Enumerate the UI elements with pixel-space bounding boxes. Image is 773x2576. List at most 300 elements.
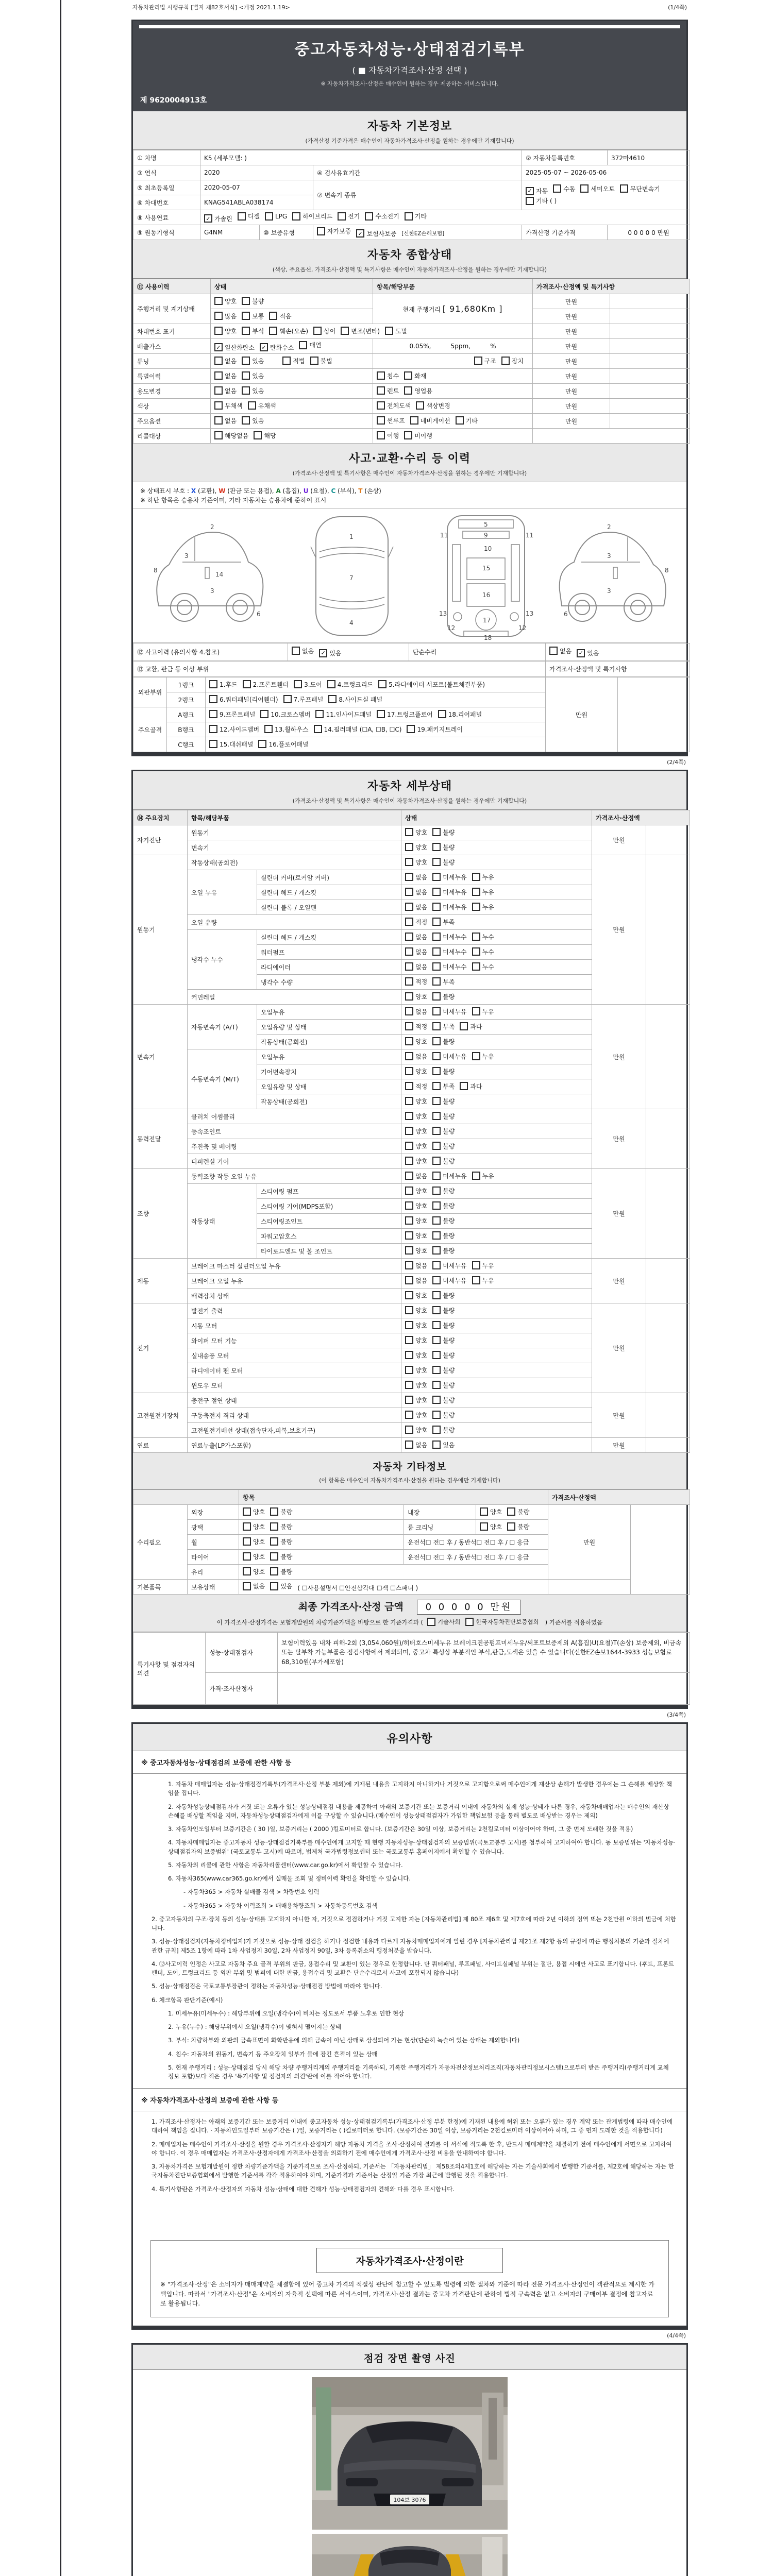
checkbox-unchecked[interactable] (214, 416, 237, 425)
section-title: 자동차 세부상태 (367, 780, 452, 793)
notice-sec2-body (133, 2111, 686, 2235)
checkbox-unchecked[interactable] (338, 212, 360, 221)
checkbox-unchecked[interactable] (209, 695, 278, 704)
checkbox-unchecked[interactable] (432, 828, 455, 837)
checkbox-unchecked[interactable] (405, 962, 427, 971)
checkbox-unchecked[interactable] (377, 431, 399, 440)
accident-history-checks (288, 643, 409, 661)
checkbox-unchecked[interactable] (405, 1246, 427, 1255)
checkbox-checked[interactable] (356, 229, 396, 238)
checkbox-unchecked[interactable] (405, 1396, 427, 1404)
checkbox-unchecked[interactable] (405, 828, 427, 837)
checkbox-unchecked[interactable] (405, 933, 427, 941)
checkbox-unchecked[interactable] (315, 710, 372, 719)
checkbox-unchecked[interactable] (405, 1052, 427, 1061)
checkbox-unchecked[interactable] (405, 1336, 427, 1345)
checkbox-box-icon (260, 710, 268, 718)
checkbox-unchecked[interactable] (365, 212, 399, 221)
checkbox-unchecked[interactable] (507, 1507, 529, 1516)
checkbox-unchecked[interactable] (432, 1007, 466, 1016)
checkbox-label: 누유 (482, 888, 494, 896)
checkbox-label: 18.리어패널 (448, 710, 482, 718)
checkbox-box-icon (209, 725, 217, 733)
checkbox-box-icon (405, 1067, 413, 1075)
checkbox-unchecked[interactable] (407, 725, 463, 734)
checkbox-unchecked[interactable] (472, 947, 494, 956)
checkbox-unchecked[interactable] (405, 1381, 427, 1389)
checkbox-unchecked[interactable] (432, 1172, 466, 1180)
checkbox-unchecked[interactable] (474, 357, 496, 365)
remark-cell (646, 855, 690, 1005)
panel-number: 9 (484, 532, 488, 539)
checkbox-box-icon (472, 873, 480, 881)
checkbox-label: 미세누유 (443, 888, 467, 896)
checkbox-unchecked[interactable] (472, 962, 494, 971)
item-label: 스티어링조인트 (257, 1214, 401, 1229)
checkbox-unchecked[interactable] (472, 1276, 494, 1285)
checkbox-unchecked[interactable] (265, 212, 287, 221)
checkbox-label: 가솔린 (214, 215, 232, 223)
checkbox-unchecked[interactable] (405, 1157, 427, 1165)
checkbox-unchecked[interactable] (214, 357, 237, 365)
checkbox-checked[interactable] (577, 649, 599, 657)
checkbox-unchecked[interactable] (432, 1142, 455, 1150)
checkbox-unchecked[interactable] (405, 1127, 427, 1136)
checkbox-unchecked[interactable] (472, 873, 494, 882)
checkbox-unchecked[interactable] (209, 725, 259, 734)
checkbox-unchecked[interactable] (269, 312, 291, 320)
checkbox-unchecked[interactable] (405, 1291, 427, 1300)
checkbox-unchecked[interactable] (405, 1067, 427, 1076)
checkbox-box-icon (472, 1261, 480, 1269)
checkbox-unchecked[interactable] (416, 401, 450, 410)
checkbox-unchecked[interactable] (553, 184, 575, 193)
checkbox-unchecked[interactable] (507, 1522, 529, 1531)
checkbox-unchecked[interactable] (294, 680, 322, 689)
checkbox-unchecked[interactable] (243, 1582, 265, 1590)
checkbox-label: 자가보증 (327, 228, 351, 235)
checkbox-unchecked[interactable] (405, 1321, 427, 1330)
item-label: 실린더 헤드 / 개스킷 (257, 930, 401, 945)
col-state: 상태 (211, 279, 373, 294)
checkbox-unchecked[interactable] (405, 1142, 427, 1150)
checkbox-unchecked[interactable] (432, 873, 466, 882)
state-mark-legend (133, 482, 686, 509)
checkbox-box-icon (214, 386, 223, 395)
checkbox-box-icon (214, 297, 223, 305)
checkbox-unchecked[interactable] (432, 1037, 455, 1046)
checkbox-unchecked[interactable] (432, 1157, 455, 1165)
checkbox-unchecked[interactable] (209, 740, 253, 749)
final-price-note (133, 1617, 686, 1628)
checkbox-box-icon (405, 1381, 413, 1389)
checkbox-unchecked[interactable] (242, 312, 264, 320)
checkbox-unchecked[interactable] (432, 1321, 455, 1330)
checkbox-unchecked[interactable] (209, 710, 255, 719)
checkbox-unchecked[interactable] (377, 401, 411, 410)
checkbox-unchecked[interactable] (432, 903, 466, 911)
checkbox-unchecked[interactable] (292, 212, 332, 221)
checkbox-unchecked[interactable] (248, 401, 276, 410)
group-label: 조향 (133, 1169, 188, 1259)
checkbox-unchecked[interactable] (214, 431, 248, 440)
checkbox-unchecked[interactable] (242, 357, 264, 365)
checkbox-unchecked[interactable] (432, 1306, 455, 1315)
checkbox-unchecked[interactable] (405, 918, 427, 926)
checkbox-unchecked[interactable] (432, 888, 466, 896)
rankB-label: B랭크 (167, 722, 206, 737)
car-name-label: ① 차명 (133, 150, 200, 165)
checkbox-unchecked[interactable] (243, 1567, 265, 1576)
odometer-label: 주행거리 및 계기상태 (133, 294, 211, 324)
checkbox-unchecked[interactable] (432, 933, 466, 941)
checkbox-unchecked[interactable] (580, 184, 614, 193)
checkbox-unchecked[interactable] (313, 327, 335, 335)
checkbox-unchecked[interactable] (432, 918, 455, 926)
checkbox-unchecked[interactable] (460, 1082, 482, 1091)
checkbox-label: 탄화수소 (270, 344, 294, 351)
checkbox-unchecked[interactable] (432, 1440, 455, 1449)
checkbox-unchecked[interactable] (405, 1097, 427, 1106)
item-label: 브레이크 오일 누유 (188, 1274, 401, 1289)
checkbox-box-icon (405, 933, 413, 941)
checkbox-checked[interactable] (214, 343, 255, 352)
checkbox-unchecked[interactable] (432, 1291, 455, 1300)
checkbox-box-icon (405, 1396, 413, 1404)
tire-positions: 운전석☐ 전☐ 후 / 동반석☐ 전☐ 후 / ☐ 응급 (404, 1550, 548, 1565)
checkbox-unchecked[interactable] (242, 297, 264, 306)
checkbox-unchecked[interactable] (317, 227, 351, 235)
checkbox-unchecked[interactable] (432, 1261, 466, 1270)
checkbox-box-icon (507, 1522, 515, 1531)
checkbox-unchecked[interactable] (472, 1172, 494, 1180)
checkbox-unchecked[interactable] (405, 1411, 427, 1419)
checkbox-unchecked[interactable] (526, 196, 557, 205)
group-label: 동력전달 (133, 1109, 188, 1169)
checkbox-unchecked[interactable] (410, 416, 450, 425)
checkbox-label: 누유 (482, 903, 494, 911)
checkbox-unchecked[interactable] (214, 371, 237, 380)
checkbox-label: 불량 (443, 1202, 455, 1210)
checkbox-unchecked[interactable] (405, 1201, 427, 1210)
checkbox-unchecked[interactable] (405, 1172, 427, 1180)
checkbox-unchecked[interactable] (270, 1552, 292, 1561)
checkbox-unchecked[interactable] (432, 1231, 455, 1240)
checkbox-unchecked[interactable] (432, 1082, 455, 1091)
item-label: 커먼레일 (188, 990, 401, 1005)
checkbox-label: 양호 (415, 1202, 428, 1210)
checkbox-unchecked[interactable] (264, 725, 308, 734)
checkbox-unchecked[interactable] (549, 647, 572, 655)
simple-repair-label: 단순수리 (409, 643, 546, 661)
checkbox-unchecked[interactable] (209, 680, 238, 689)
repair-group: 수리필요 (133, 1505, 188, 1580)
checkbox-unchecked[interactable] (472, 1261, 494, 1270)
checkbox-unchecked[interactable] (405, 1007, 427, 1016)
checkbox-unchecked[interactable] (310, 357, 332, 365)
checkbox-unchecked[interactable] (432, 858, 455, 867)
checkbox-unchecked[interactable] (243, 1522, 265, 1531)
checkbox-box-icon (377, 416, 385, 425)
col-item: 항목/해당부품 (188, 810, 401, 825)
checkbox-unchecked[interactable] (405, 1231, 427, 1240)
checkbox-unchecked[interactable] (405, 992, 427, 1001)
col-use-history: ⑪ 사용이력 (133, 279, 211, 294)
checkbox-unchecked[interactable] (432, 1336, 455, 1345)
checkbox-unchecked[interactable] (214, 297, 237, 306)
checkbox-unchecked[interactable] (472, 903, 494, 911)
checkbox-label: 네비게이션 (420, 417, 450, 425)
checkbox-unchecked[interactable] (405, 1306, 427, 1315)
checkbox-unchecked[interactable] (242, 386, 264, 395)
checkbox-unchecked[interactable] (405, 1351, 427, 1360)
checkbox-unchecked[interactable] (328, 695, 382, 704)
checkbox-unchecked[interactable] (405, 873, 427, 882)
checkbox-unchecked[interactable] (258, 740, 308, 749)
state-checks (401, 1274, 592, 1289)
group-label: 제동 (133, 1259, 188, 1303)
checkbox-unchecked[interactable] (456, 416, 478, 425)
checkbox-unchecked[interactable] (432, 1381, 455, 1389)
checkbox-unchecked[interactable] (404, 431, 432, 440)
checkbox-unchecked[interactable] (432, 1097, 455, 1106)
checkbox-unchecked[interactable] (377, 386, 399, 395)
checkbox-label: 양호 (490, 1523, 502, 1531)
checkbox-unchecked[interactable] (214, 386, 237, 395)
appraisal-definition-box (150, 2240, 669, 2317)
checkbox-label: 자동 (536, 188, 548, 195)
checkbox-unchecked[interactable] (327, 680, 373, 689)
checkbox-unchecked[interactable] (405, 977, 427, 986)
checkbox-unchecked[interactable] (432, 1201, 455, 1210)
checkbox-unchecked[interactable] (270, 1582, 292, 1590)
checkbox-unchecked[interactable] (404, 371, 426, 380)
detail-state-table (133, 810, 690, 1453)
notice-item: 5. 현재 주행거리 : 성능·상태점검 당시 해당 차량 주행거리계의 주행거리를 기록하되, 기록한 주행거리가 자동차전산정보처리조직(자동차관리정보시스템)으로부터 받은 주행거리(주행거리계 교체 정보 포함)보다 적은 경우 '특기사항 및 점검자의 의견'란에 이를 적어야 합니다. (168, 2063, 669, 2080)
checkbox-box-icon (404, 431, 412, 439)
checkbox-unchecked[interactable] (432, 1411, 455, 1419)
checkbox-unchecked[interactable] (427, 1618, 460, 1626)
remark-cell (646, 1005, 690, 1109)
checkbox-label: 양호 (415, 1127, 428, 1135)
checkbox-unchecked[interactable] (432, 1052, 466, 1061)
checkbox-unchecked[interactable] (460, 1022, 482, 1031)
checkbox-box-icon (432, 1112, 441, 1120)
checkbox-unchecked[interactable] (242, 371, 264, 380)
state-checks (401, 1438, 592, 1453)
polish-checks (239, 1520, 404, 1535)
item-label: 작동상태(공회전) (257, 1035, 401, 1049)
checkbox-unchecked[interactable] (472, 933, 494, 941)
subgroup-label: 수동변속기 (M/T) (188, 1049, 257, 1109)
state-checks (401, 1393, 592, 1408)
checkbox-box-icon (432, 1306, 441, 1314)
checkbox-unchecked[interactable] (405, 903, 427, 911)
inspection-photos (133, 2370, 686, 2576)
checkbox-unchecked[interactable] (254, 431, 276, 440)
checkbox-box-icon (405, 1336, 413, 1344)
checkbox-unchecked[interactable] (432, 947, 466, 956)
checkbox-unchecked[interactable] (405, 212, 427, 221)
checkbox-unchecked[interactable] (405, 1261, 427, 1270)
checkbox-unchecked[interactable] (283, 695, 324, 704)
checkbox-box-icon (270, 1507, 278, 1516)
checkbox-box-icon (432, 1366, 441, 1374)
checkbox-unchecked[interactable] (269, 327, 308, 335)
checkbox-unchecked[interactable] (432, 1067, 455, 1076)
checkbox-unchecked[interactable] (377, 416, 405, 425)
state-checks (401, 1184, 592, 1199)
blank-header (133, 1490, 239, 1505)
checkbox-unchecked[interactable] (292, 647, 314, 655)
checkbox-unchecked[interactable] (214, 312, 237, 320)
checkbox-label: 수동 (563, 185, 576, 193)
checkbox-unchecked[interactable] (405, 1440, 427, 1449)
checkbox-unchecked[interactable] (405, 1216, 427, 1225)
checkbox-label: 있음 (252, 387, 264, 395)
checkbox-unchecked[interactable] (432, 1396, 455, 1404)
checkbox-unchecked[interactable] (214, 327, 237, 335)
checkbox-unchecked[interactable] (385, 327, 407, 335)
checkbox-unchecked[interactable] (465, 1618, 539, 1626)
state-checks (401, 870, 592, 885)
checkbox-unchecked[interactable] (405, 1276, 427, 1285)
plate-front: 104보 3076 (393, 2496, 426, 2503)
checkbox-box-icon (405, 888, 413, 896)
checkbox-unchecked[interactable] (404, 386, 432, 395)
checkbox-label: 양호 (415, 828, 428, 836)
checkbox-box-icon (242, 386, 250, 395)
group-label: 연료 (133, 1438, 188, 1453)
checkbox-box-icon (438, 710, 446, 718)
checkbox-unchecked[interactable] (270, 1507, 292, 1516)
checkbox-unchecked[interactable] (438, 710, 482, 719)
checkbox-unchecked[interactable] (432, 1187, 455, 1195)
checkbox-unchecked[interactable] (341, 327, 380, 335)
checkbox-box-icon (265, 212, 273, 221)
checkbox-unchecked[interactable] (299, 341, 321, 349)
checkbox-unchecked[interactable] (472, 1007, 494, 1016)
remark-cell (610, 339, 690, 354)
checkbox-unchecked[interactable] (405, 1082, 427, 1091)
checkbox-unchecked[interactable] (238, 212, 260, 221)
checkbox-unchecked[interactable] (432, 1426, 455, 1434)
checkbox-unchecked[interactable] (405, 888, 427, 896)
checkbox-unchecked[interactable] (432, 1246, 455, 1255)
checkbox-unchecked[interactable] (405, 1187, 427, 1195)
checkbox-unchecked[interactable] (377, 371, 399, 380)
checkbox-unchecked[interactable] (432, 1276, 466, 1285)
checkbox-unchecked[interactable] (432, 1351, 455, 1360)
checkbox-label: 누유 (482, 1053, 494, 1060)
checkbox-unchecked[interactable] (472, 888, 494, 896)
checkbox-box-icon: ✓ (260, 343, 268, 351)
checkbox-label: 유채색 (258, 402, 276, 410)
state-checks (401, 1064, 592, 1079)
checkbox-box-icon (377, 386, 385, 395)
checkbox-unchecked[interactable] (405, 1037, 427, 1046)
checkbox-unchecked[interactable] (480, 1522, 502, 1531)
checkbox-unchecked[interactable] (214, 401, 243, 410)
checkbox-unchecked[interactable] (270, 1522, 292, 1531)
checkbox-unchecked[interactable] (432, 843, 455, 852)
checkbox-box-icon (432, 918, 441, 926)
checkbox-box-icon (405, 873, 413, 881)
panel-number: 3 (607, 587, 611, 595)
remark-cell (646, 1259, 690, 1303)
checkbox-unchecked[interactable] (405, 1022, 427, 1031)
checkbox-unchecked[interactable] (270, 1537, 292, 1546)
checkbox-box-icon (313, 327, 322, 335)
checkbox-unchecked[interactable] (405, 858, 427, 867)
panel-number: 11 (526, 532, 534, 539)
checkbox-unchecked[interactable] (242, 416, 264, 425)
document-number: 제 9620004913호 (140, 96, 207, 105)
checkbox-unchecked[interactable] (243, 1537, 265, 1546)
checkbox-unchecked[interactable] (405, 843, 427, 852)
checkbox-checked[interactable] (526, 187, 548, 195)
panel-number: 3 (210, 587, 214, 595)
checkbox-unchecked[interactable] (242, 327, 264, 335)
checkbox-label: 부족 (443, 978, 455, 986)
checkbox-unchecked[interactable] (243, 1507, 265, 1516)
emission-values: 0.05%, 5ppm, % (373, 339, 533, 354)
checkbox-checked[interactable] (319, 649, 341, 657)
checkbox-unchecked[interactable] (432, 962, 466, 971)
checkbox-box-icon (432, 828, 441, 836)
checkbox-box-icon (405, 1351, 413, 1359)
item-label: 발전기 출력 (188, 1303, 401, 1318)
checkbox-unchecked[interactable] (432, 992, 455, 1001)
panel-number: 18 (484, 634, 492, 640)
checkbox-unchecked[interactable] (405, 947, 427, 956)
checkbox-unchecked[interactable] (432, 1127, 455, 1136)
checkbox-unchecked[interactable] (432, 1112, 455, 1121)
checkbox-unchecked[interactable] (432, 977, 455, 986)
checkbox-unchecked[interactable] (432, 1366, 455, 1375)
checkbox-unchecked[interactable] (260, 710, 310, 719)
checkbox-checked[interactable] (204, 214, 232, 223)
checkbox-unchecked[interactable] (620, 184, 660, 193)
checkbox-checked[interactable] (260, 343, 294, 352)
checkbox-label: LPG (275, 212, 288, 220)
panel-number: 6 (257, 611, 261, 618)
checkbox-unchecked[interactable] (243, 1552, 265, 1561)
checkbox-unchecked[interactable] (243, 680, 289, 689)
state-checks (401, 1109, 592, 1124)
checkbox-unchecked[interactable] (480, 1507, 502, 1516)
checkbox-unchecked[interactable] (432, 1022, 455, 1031)
checkbox-label: 없음 (415, 948, 428, 956)
checkbox-unchecked[interactable] (377, 710, 433, 719)
checkbox-unchecked[interactable] (405, 1112, 427, 1121)
checkbox-unchecked[interactable] (282, 357, 305, 365)
checkbox-unchecked[interactable] (270, 1567, 292, 1576)
price-cell: 만원 (533, 399, 610, 414)
checkbox-box-icon (270, 1537, 278, 1546)
checkbox-unchecked[interactable] (405, 1366, 427, 1375)
checkbox-unchecked[interactable] (501, 357, 524, 365)
item-label: 시동 모터 (188, 1318, 401, 1333)
checkbox-unchecked[interactable] (405, 1426, 427, 1434)
checkbox-unchecked[interactable] (314, 725, 402, 734)
checkbox-unchecked[interactable] (378, 680, 485, 689)
checkbox-box-icon: ✓ (204, 214, 212, 223)
odometer-value: [ 91,680Km ] (442, 304, 503, 314)
checkbox-label: 불량 (443, 1366, 455, 1374)
checkbox-unchecked[interactable] (472, 1052, 494, 1061)
checkbox-unchecked[interactable] (432, 1216, 455, 1225)
